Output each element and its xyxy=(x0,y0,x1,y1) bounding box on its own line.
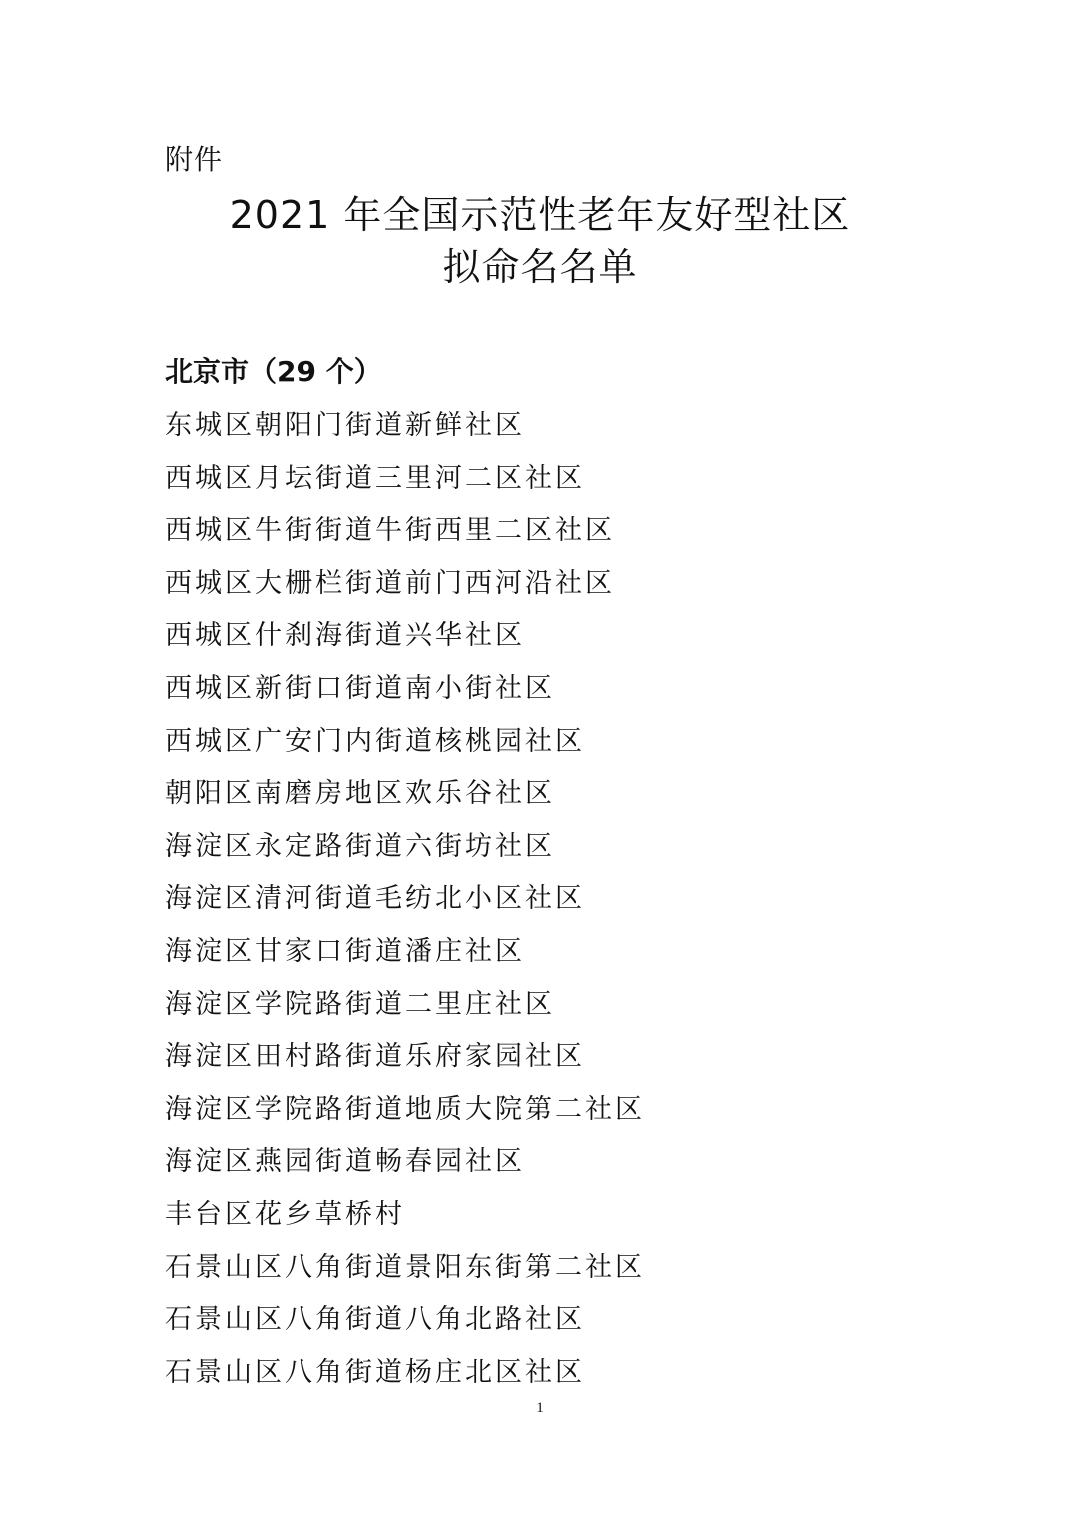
list-item: 西城区广安门内街道核桃园社区 xyxy=(165,725,585,757)
list-item: 西城区月坛街道三里河二区社区 xyxy=(165,462,585,494)
list-item: 朝阳区南磨房地区欢乐谷社区 xyxy=(165,778,555,810)
document-title-line-2: 拟命名名单 xyxy=(442,245,638,289)
list-item: 丰台区花乡草桥村 xyxy=(165,1198,405,1230)
community-list xyxy=(165,404,645,1403)
list-item: 石景山区八角街道景阳东街第二社区 xyxy=(165,1251,645,1283)
attachment-label: 附件 xyxy=(165,143,224,176)
list-item: 东城区朝阳门街道新鲜社区 xyxy=(165,410,525,441)
list-item: 海淀区田村路街道乐府家园社区 xyxy=(165,1041,585,1073)
list-item: 西城区大栅栏街道前门西河沿社区 xyxy=(165,567,615,599)
document-title-line-1: 2021 年全国示范性老年友好型社区 xyxy=(229,193,851,237)
section-heading-beijing: 北京市（29 个） xyxy=(165,355,382,388)
list-item: 西城区什刹海街道兴华社区 xyxy=(165,620,525,652)
list-item: 石景山区八角街道八角北路社区 xyxy=(165,1304,585,1336)
list-item: 海淀区学院路街道二里庄社区 xyxy=(165,988,555,1020)
list-item: 海淀区甘家口街道潘庄社区 xyxy=(165,935,525,967)
page-number: 1 xyxy=(536,1400,544,1416)
list-item: 海淀区永定路街道六街坊社区 xyxy=(165,830,555,862)
list-item: 西城区牛街街道牛街西里二区社区 xyxy=(165,515,615,547)
list-item: 石景山区八角街道杨庄北区社区 xyxy=(165,1356,585,1388)
list-item: 海淀区燕园街道畅春园社区 xyxy=(165,1146,525,1178)
list-item: 海淀区清河街道毛纺北小区社区 xyxy=(165,883,585,915)
list-item: 海淀区学院路街道地质大院第二社区 xyxy=(165,1093,645,1125)
list-item: 西城区新街口街道南小街社区 xyxy=(165,672,555,704)
